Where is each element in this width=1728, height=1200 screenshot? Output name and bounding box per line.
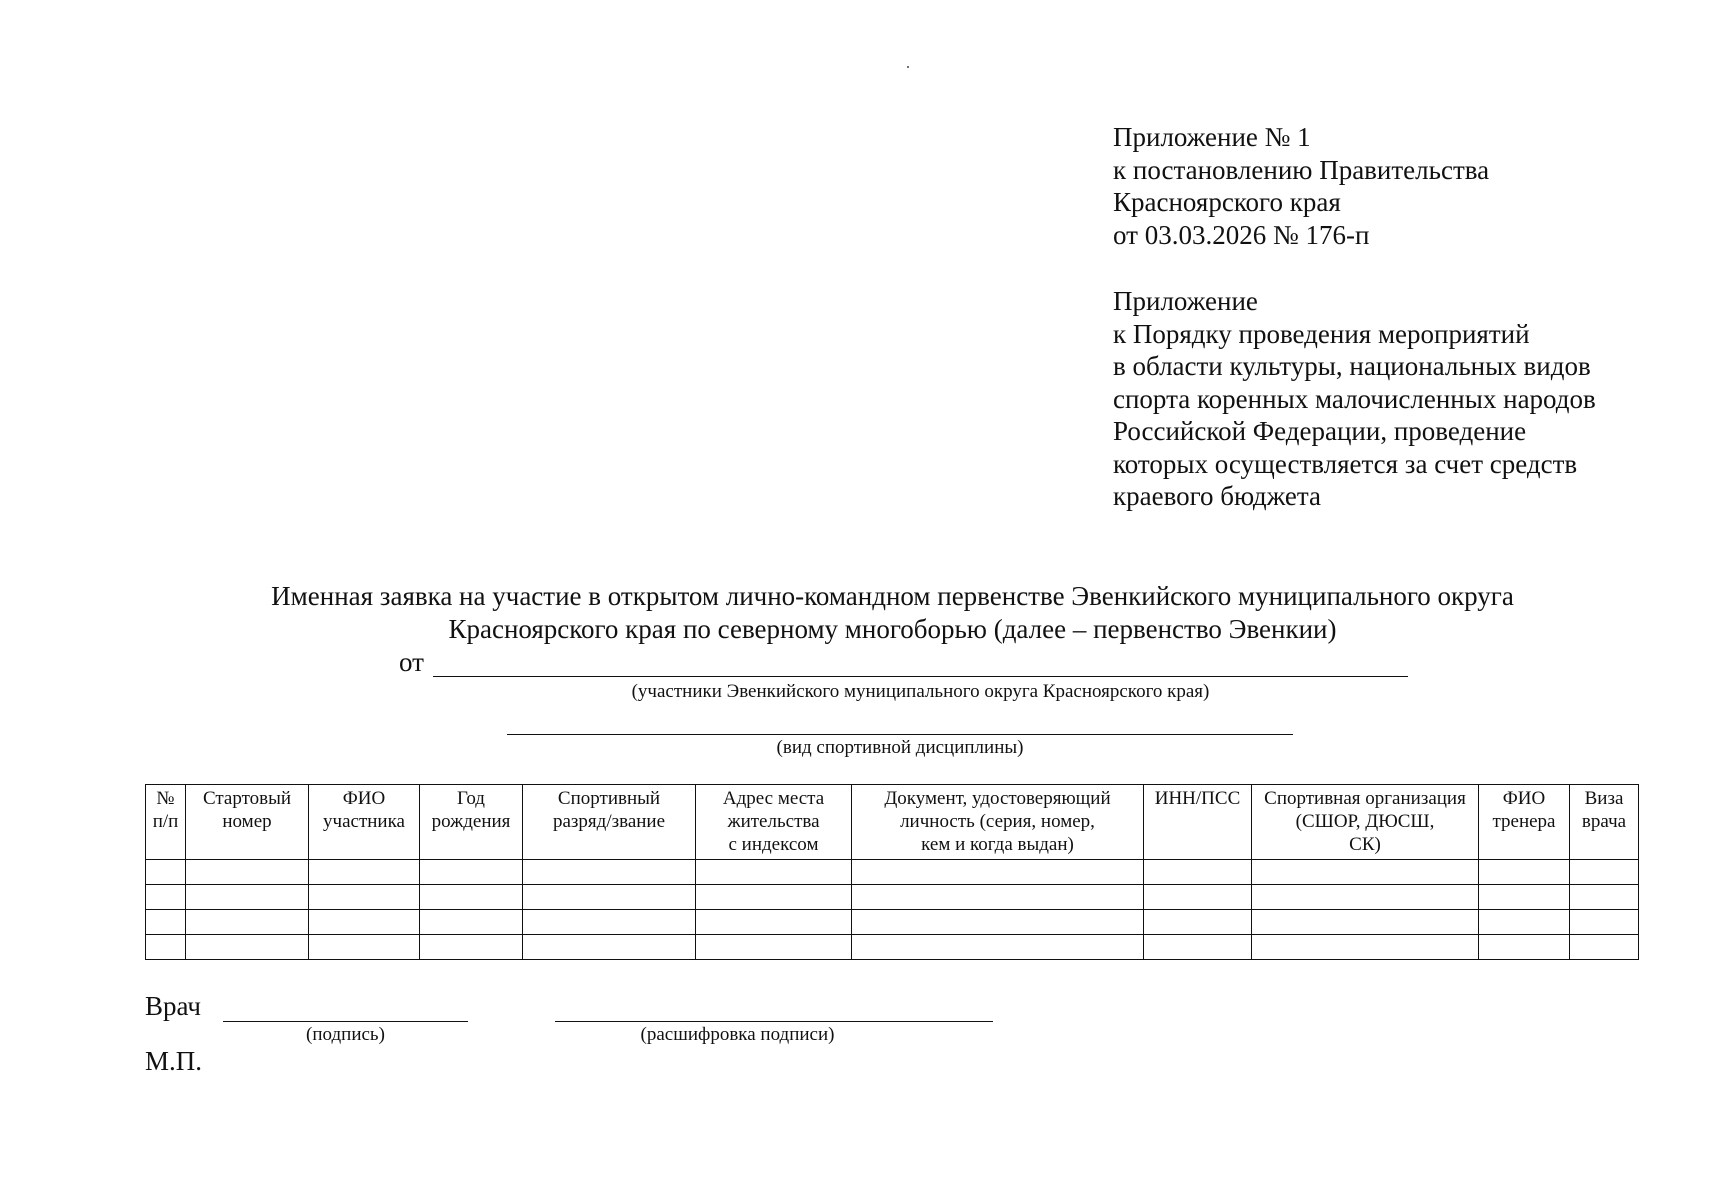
header-text: Стартовый xyxy=(202,788,292,809)
order-appendix-line: в области культуры, национальных видов xyxy=(1113,351,1591,381)
header-text: жительства xyxy=(727,811,820,832)
header-text: разряд/звание xyxy=(552,811,666,832)
discipline-fill-line xyxy=(507,734,1293,735)
header-text: кем и когда выдан) xyxy=(921,834,1074,855)
header-text: ФИО xyxy=(1502,788,1546,809)
table-cell xyxy=(186,860,309,885)
table-cell xyxy=(1570,885,1639,910)
table-cell xyxy=(1144,935,1252,960)
transcript-line xyxy=(555,1021,993,1022)
header-text: (СШОР, ДЮСШ, xyxy=(1295,811,1435,832)
table-cell xyxy=(420,860,523,885)
table-cell xyxy=(186,935,309,960)
header-text: Спортивный xyxy=(557,788,661,809)
header-text: номер xyxy=(222,811,272,832)
header-text: Виза xyxy=(1584,788,1624,809)
from-label: от xyxy=(399,647,424,677)
discipline-caption: (вид спортивной дисциплины) xyxy=(776,737,1024,758)
table-cell xyxy=(523,910,696,935)
header-inn xyxy=(1144,785,1252,860)
table-cell xyxy=(1479,860,1570,885)
header-text: Спортивная организация xyxy=(1264,788,1466,809)
header-text: врача xyxy=(1581,811,1627,832)
transcript-caption: (расшифровка подписи) xyxy=(640,1024,835,1045)
header-text: п/п xyxy=(152,811,179,832)
table-body xyxy=(146,860,1639,960)
order-appendix-line: Российской Федерации, проведение xyxy=(1113,416,1527,446)
signature-caption: (подпись) xyxy=(306,1024,385,1045)
order-appendix-line: к Порядку проведения мероприятий xyxy=(1113,318,1530,349)
header-start-number xyxy=(186,785,309,860)
table-cell xyxy=(1252,885,1479,910)
table-cell xyxy=(696,935,852,960)
table-cell xyxy=(309,860,420,885)
document-title-line-1: Именная заявка на участие в открытом лично-командном первенстве Эвенкийского муниципального округа xyxy=(271,581,1514,611)
table-cell xyxy=(1144,910,1252,935)
table-cell xyxy=(420,910,523,935)
table-cell xyxy=(146,910,186,935)
table-cell xyxy=(1479,935,1570,960)
order-appendix-header xyxy=(1113,285,1596,513)
appendix-header-line: от 03.03.2026 № 176-п xyxy=(1113,219,1370,250)
header-text: Год xyxy=(457,788,485,809)
from-fill-line xyxy=(433,676,1408,677)
table-cell xyxy=(852,910,1144,935)
header-coach-name xyxy=(1479,785,1570,860)
table-cell xyxy=(146,935,186,960)
table-cell xyxy=(1144,885,1252,910)
table-cell xyxy=(420,935,523,960)
order-appendix-line: спорта коренных малочисленных народов xyxy=(1113,383,1596,414)
appendix-header-line: к постановлению Правительства xyxy=(1113,154,1490,185)
header-text: тренера xyxy=(1492,811,1556,832)
header-text: рождения xyxy=(431,811,511,832)
table-header-row xyxy=(146,785,1639,860)
table-cell xyxy=(852,935,1144,960)
header-address xyxy=(696,785,852,860)
table-cell xyxy=(186,885,309,910)
appendix-header-line: Красноярского края xyxy=(1113,187,1341,217)
from-caption: (участники Эвенкийского муниципального округа Красноярского края) xyxy=(631,681,1210,702)
header-text: № xyxy=(156,788,175,809)
table-cell xyxy=(309,885,420,910)
table-cell xyxy=(523,885,696,910)
header-text: личность (серия, номер, xyxy=(900,811,1095,832)
header-identity-document xyxy=(852,785,1144,860)
table-cell xyxy=(696,885,852,910)
table-row xyxy=(146,935,1639,960)
header-text: ФИО xyxy=(342,788,386,809)
order-appendix-line: краевого бюджета xyxy=(1113,481,1321,511)
appendix-header-line: Приложение № 1 xyxy=(1113,122,1311,152)
appendix-header xyxy=(1113,121,1489,251)
table-cell xyxy=(1570,910,1639,935)
table-row xyxy=(146,910,1639,935)
header-text: Адрес места xyxy=(722,788,825,809)
header-participant-name xyxy=(309,785,420,860)
document-title-line-2: Красноярского края по северному многоборью (далее – первенство Эвенкии) xyxy=(448,614,1337,644)
header-text: ИНН/ПСС xyxy=(1154,788,1241,809)
table-cell xyxy=(420,885,523,910)
doctor-label: Врач xyxy=(145,991,201,1021)
header-text: с индексом xyxy=(728,834,819,855)
scan-speck xyxy=(907,66,909,68)
header-text: участника xyxy=(323,811,405,832)
table-cell xyxy=(523,935,696,960)
header-text: СК) xyxy=(1349,834,1381,855)
table-cell xyxy=(1570,860,1639,885)
table-cell xyxy=(852,885,1144,910)
table-cell xyxy=(1479,910,1570,935)
order-appendix-line: Приложение xyxy=(1113,286,1258,316)
stamp-label: М.П. xyxy=(145,1046,203,1076)
header-sport-rank xyxy=(523,785,696,860)
table-cell xyxy=(1570,935,1639,960)
table-cell xyxy=(1252,910,1479,935)
header-text: Документ, удостоверяющий xyxy=(884,788,1111,809)
table-row xyxy=(146,885,1639,910)
header-number xyxy=(146,785,186,860)
table-cell xyxy=(1252,860,1479,885)
table-cell xyxy=(186,910,309,935)
table-cell xyxy=(852,860,1144,885)
signature-line xyxy=(223,1021,468,1022)
order-appendix-line: которых осуществляется за счет средств xyxy=(1113,448,1578,479)
table-cell xyxy=(146,885,186,910)
table-row xyxy=(146,860,1639,885)
table-cell xyxy=(309,910,420,935)
table-cell xyxy=(1144,860,1252,885)
entry-table xyxy=(145,784,1639,960)
table-cell xyxy=(309,935,420,960)
table-cell xyxy=(523,860,696,885)
table-cell xyxy=(1252,935,1479,960)
table-cell xyxy=(1479,885,1570,910)
table-cell xyxy=(696,860,852,885)
header-birth-year xyxy=(420,785,523,860)
table-cell xyxy=(696,910,852,935)
header-doctor-visa xyxy=(1570,785,1639,860)
table-cell xyxy=(146,860,186,885)
header-sport-organization xyxy=(1252,785,1479,860)
